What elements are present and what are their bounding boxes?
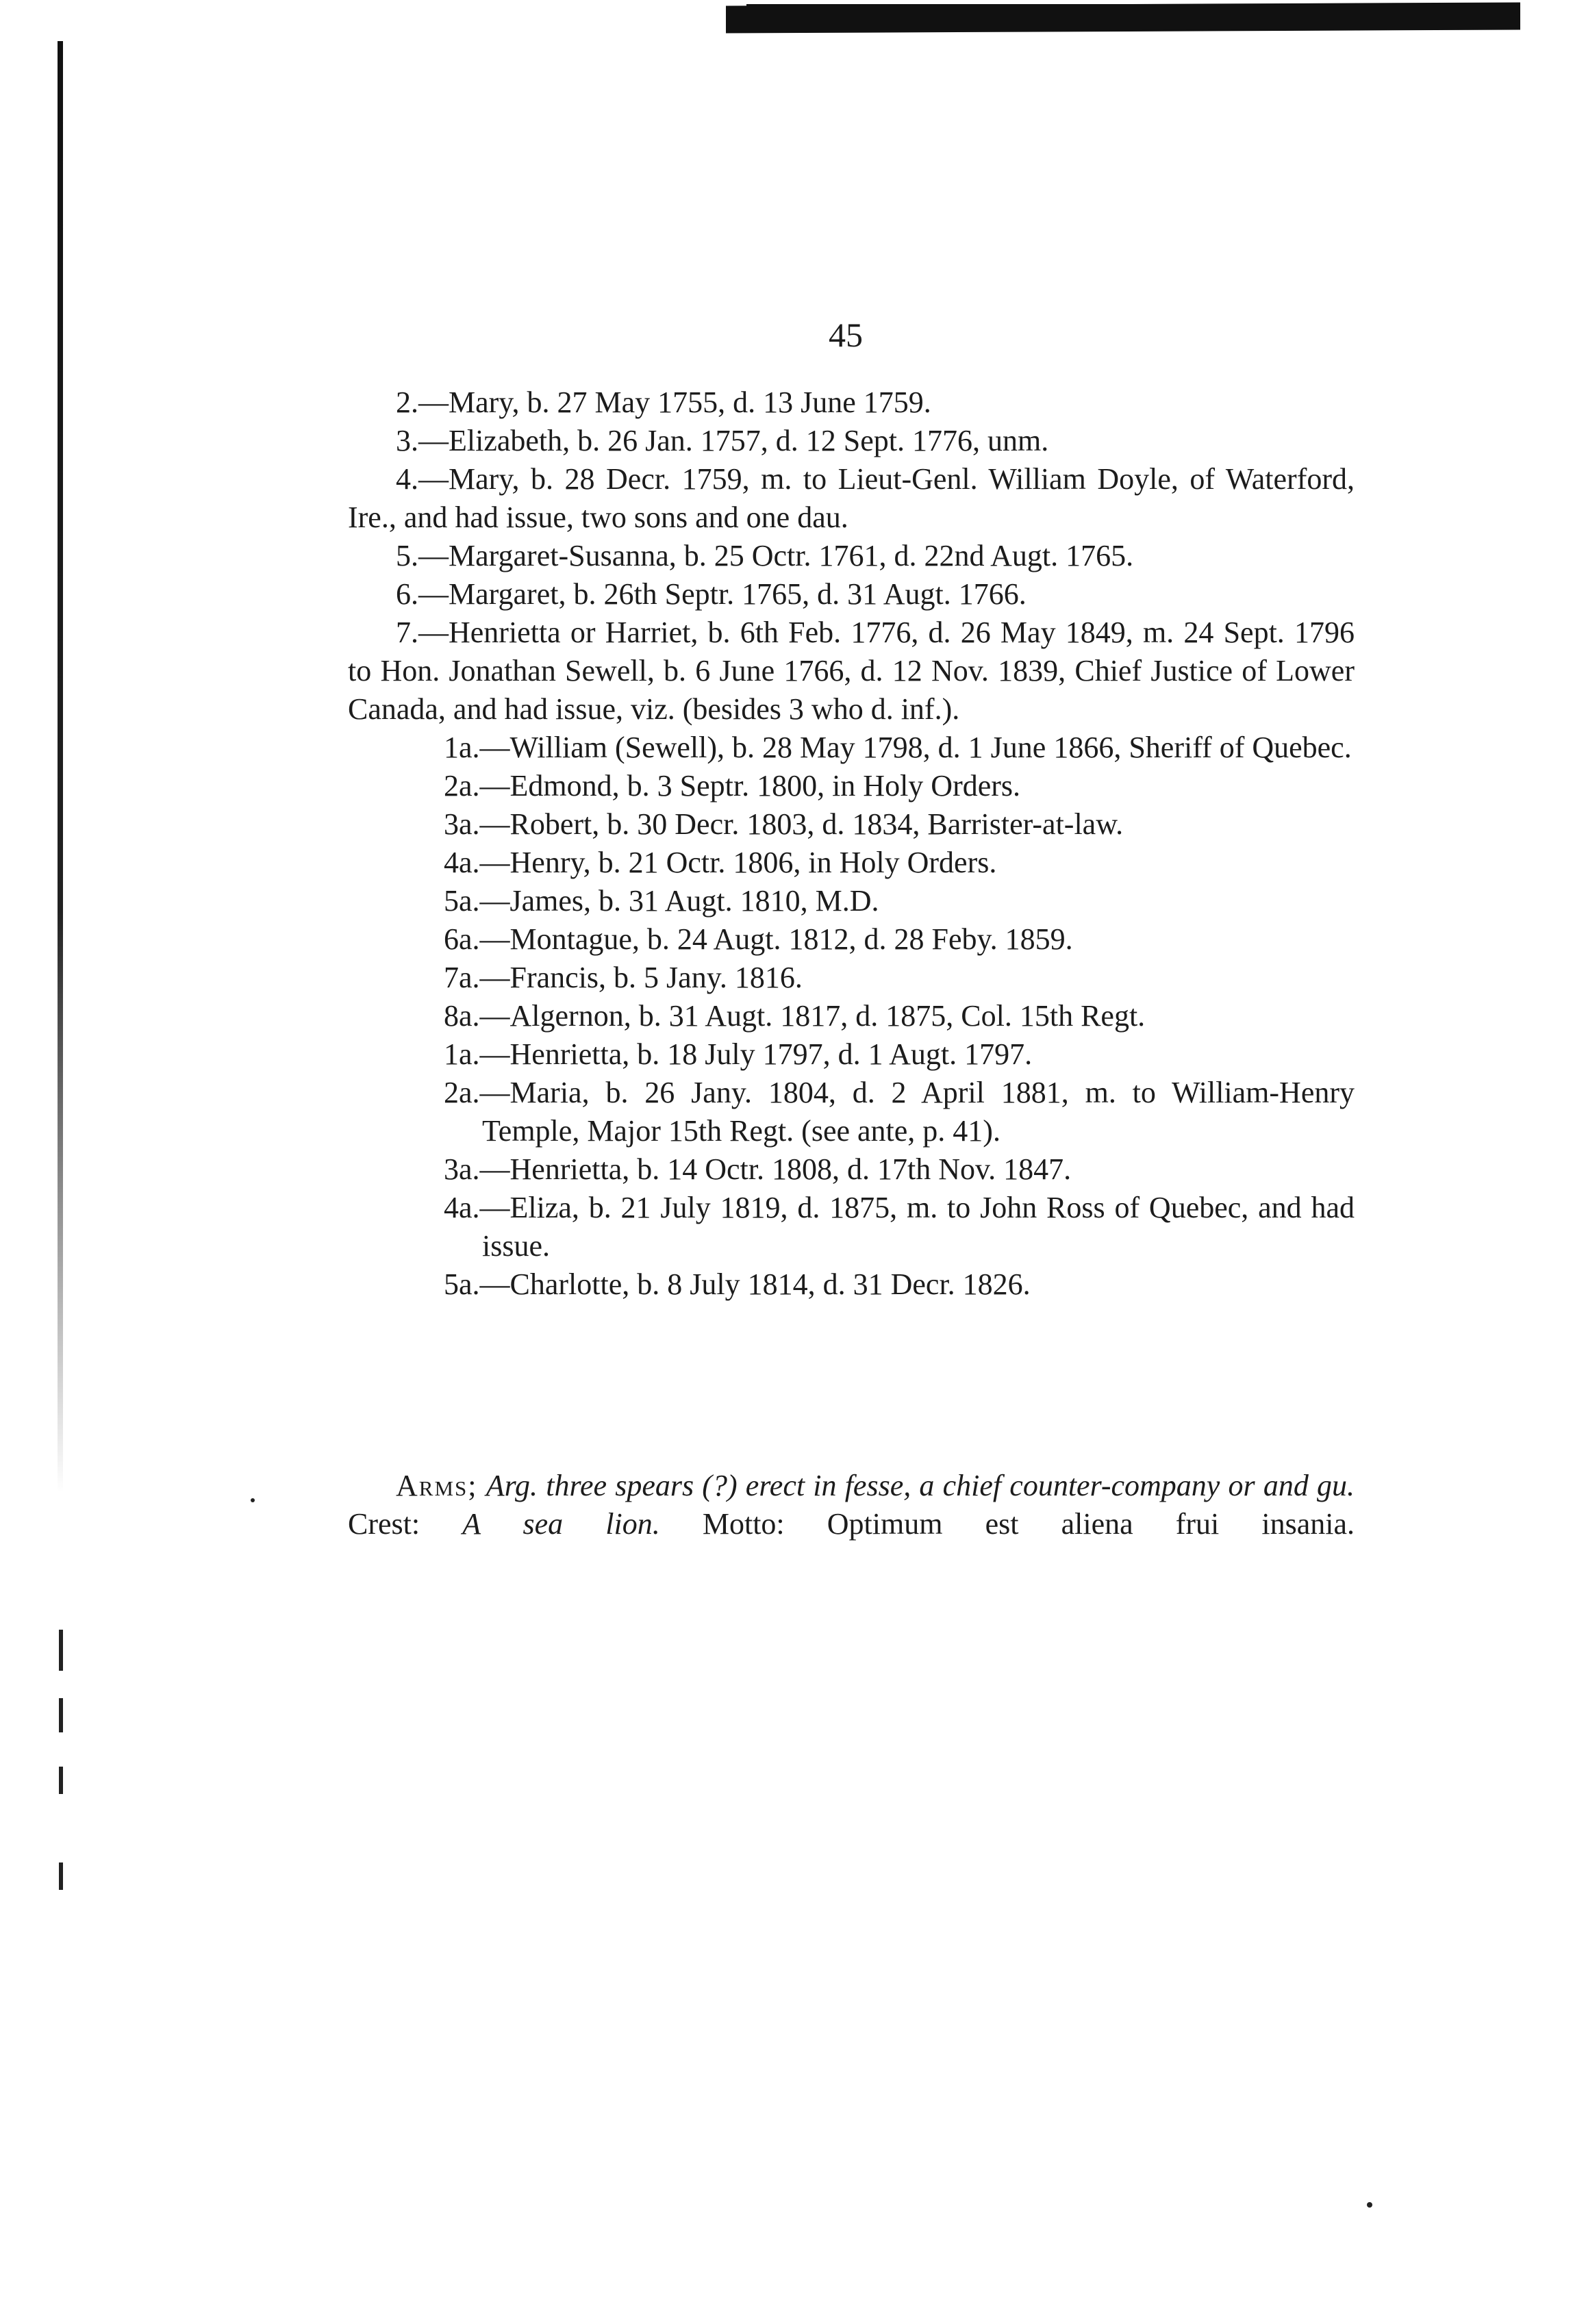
list-item: 3a.—Robert, b. 30 Decr. 1803, d. 1834, Barrister-at-law. <box>444 807 1124 841</box>
scan-left-edge <box>58 41 63 1493</box>
list-item: 1a.—Henrietta, b. 18 July 1797, d. 1 Augt. 1797. <box>444 1037 1033 1071</box>
list-item: 1a.—William (Sewell), b. 28 May 1798, d. 1 June 1866, Sheriff of Quebec. <box>444 731 1352 764</box>
list-item: 4.—Mary, b. 28 Decr. 1759, m. to Lieut-Genl. William Doyle, of Waterford, Ire., and had issue, two sons and one dau. <box>348 462 1355 534</box>
list-item: 5.—Margaret-Susanna, b. 25 Octr. 1761, d. 22nd Augt. 1765. <box>396 539 1134 572</box>
list-item: 7a.—Francis, b. 5 Jany. 1816. <box>444 961 803 994</box>
scan-speck <box>251 1498 255 1502</box>
motto-label: Motto: <box>702 1507 785 1541</box>
genealogy-list <box>348 383 1355 1304</box>
arms-blazon: Arg. three spears (?) erect in fesse, a chief counter-company or and gu. <box>486 1469 1355 1502</box>
arms-description <box>348 1467 1355 1543</box>
list-item: 8a.—Algernon, b. 31 Augt. 1817, d. 1875, Col. 15th Regt. <box>444 999 1146 1033</box>
crest-label: Crest: <box>348 1507 420 1541</box>
list-item: 2a.—Edmond, b. 3 Septr. 1800, in Holy Orders. <box>444 769 1021 803</box>
list-item: 2a.—Maria, b. 26 Jany. 1804, d. 2 April 1881, m. to William-Henry Temple, Major 15th Regt. (see ante, p. 41). <box>444 1076 1355 1148</box>
list-item: 6a.—Montague, b. 24 Augt. 1812, d. 28 Feby. 1859. <box>444 922 1073 956</box>
list-item: 5a.—Charlotte, b. 8 July 1814, d. 31 Decr. 1826. <box>444 1267 1031 1301</box>
list-item: 3a.—Henrietta, b. 14 Octr. 1808, d. 17th Nov. 1847. <box>444 1152 1072 1186</box>
scan-speck <box>1367 2202 1372 2208</box>
scan-edge-mark <box>59 1698 63 1732</box>
scan-edge-mark <box>59 1767 63 1794</box>
arms-label: Arms; <box>396 1469 478 1502</box>
crest-text: A sea lion. <box>462 1507 660 1541</box>
list-item: 2.—Mary, b. 27 May 1755, d. 13 June 1759. <box>396 386 931 419</box>
scan-top-bar <box>726 2 1520 33</box>
list-item: 3.—Elizabeth, b. 26 Jan. 1757, d. 12 Sept. 1776, unm. <box>396 424 1049 457</box>
list-item: 7.—Henrietta or Harriet, b. 6th Feb. 1776, d. 26 May 1849, m. 24 Sept. 1796 to Hon. Jonathan Sewell, b. 6 June 1766, d. 12 Nov. 1839, Chief Justice of Lower Canada, and had issue, viz. (besides 3 who d. inf.). <box>348 616 1355 726</box>
list-item: 4a.—Eliza, b. 21 July 1819, d. 1875, m. to John Ross of Quebec, and had issue. <box>444 1191 1355 1263</box>
page-number: 45 <box>829 316 863 354</box>
list-item: 4a.—Henry, b. 21 Octr. 1806, in Holy Orders. <box>444 846 997 879</box>
list-item: 5a.—James, b. 31 Augt. 1810, M.D. <box>444 884 879 918</box>
scan-edge-mark <box>59 1630 63 1671</box>
scan-edge-mark <box>59 1862 63 1890</box>
motto-text: Optimum est aliena frui insania. <box>827 1507 1355 1541</box>
list-item: 6.—Margaret, b. 26th Septr. 1765, d. 31 Augt. 1766. <box>396 577 1027 611</box>
